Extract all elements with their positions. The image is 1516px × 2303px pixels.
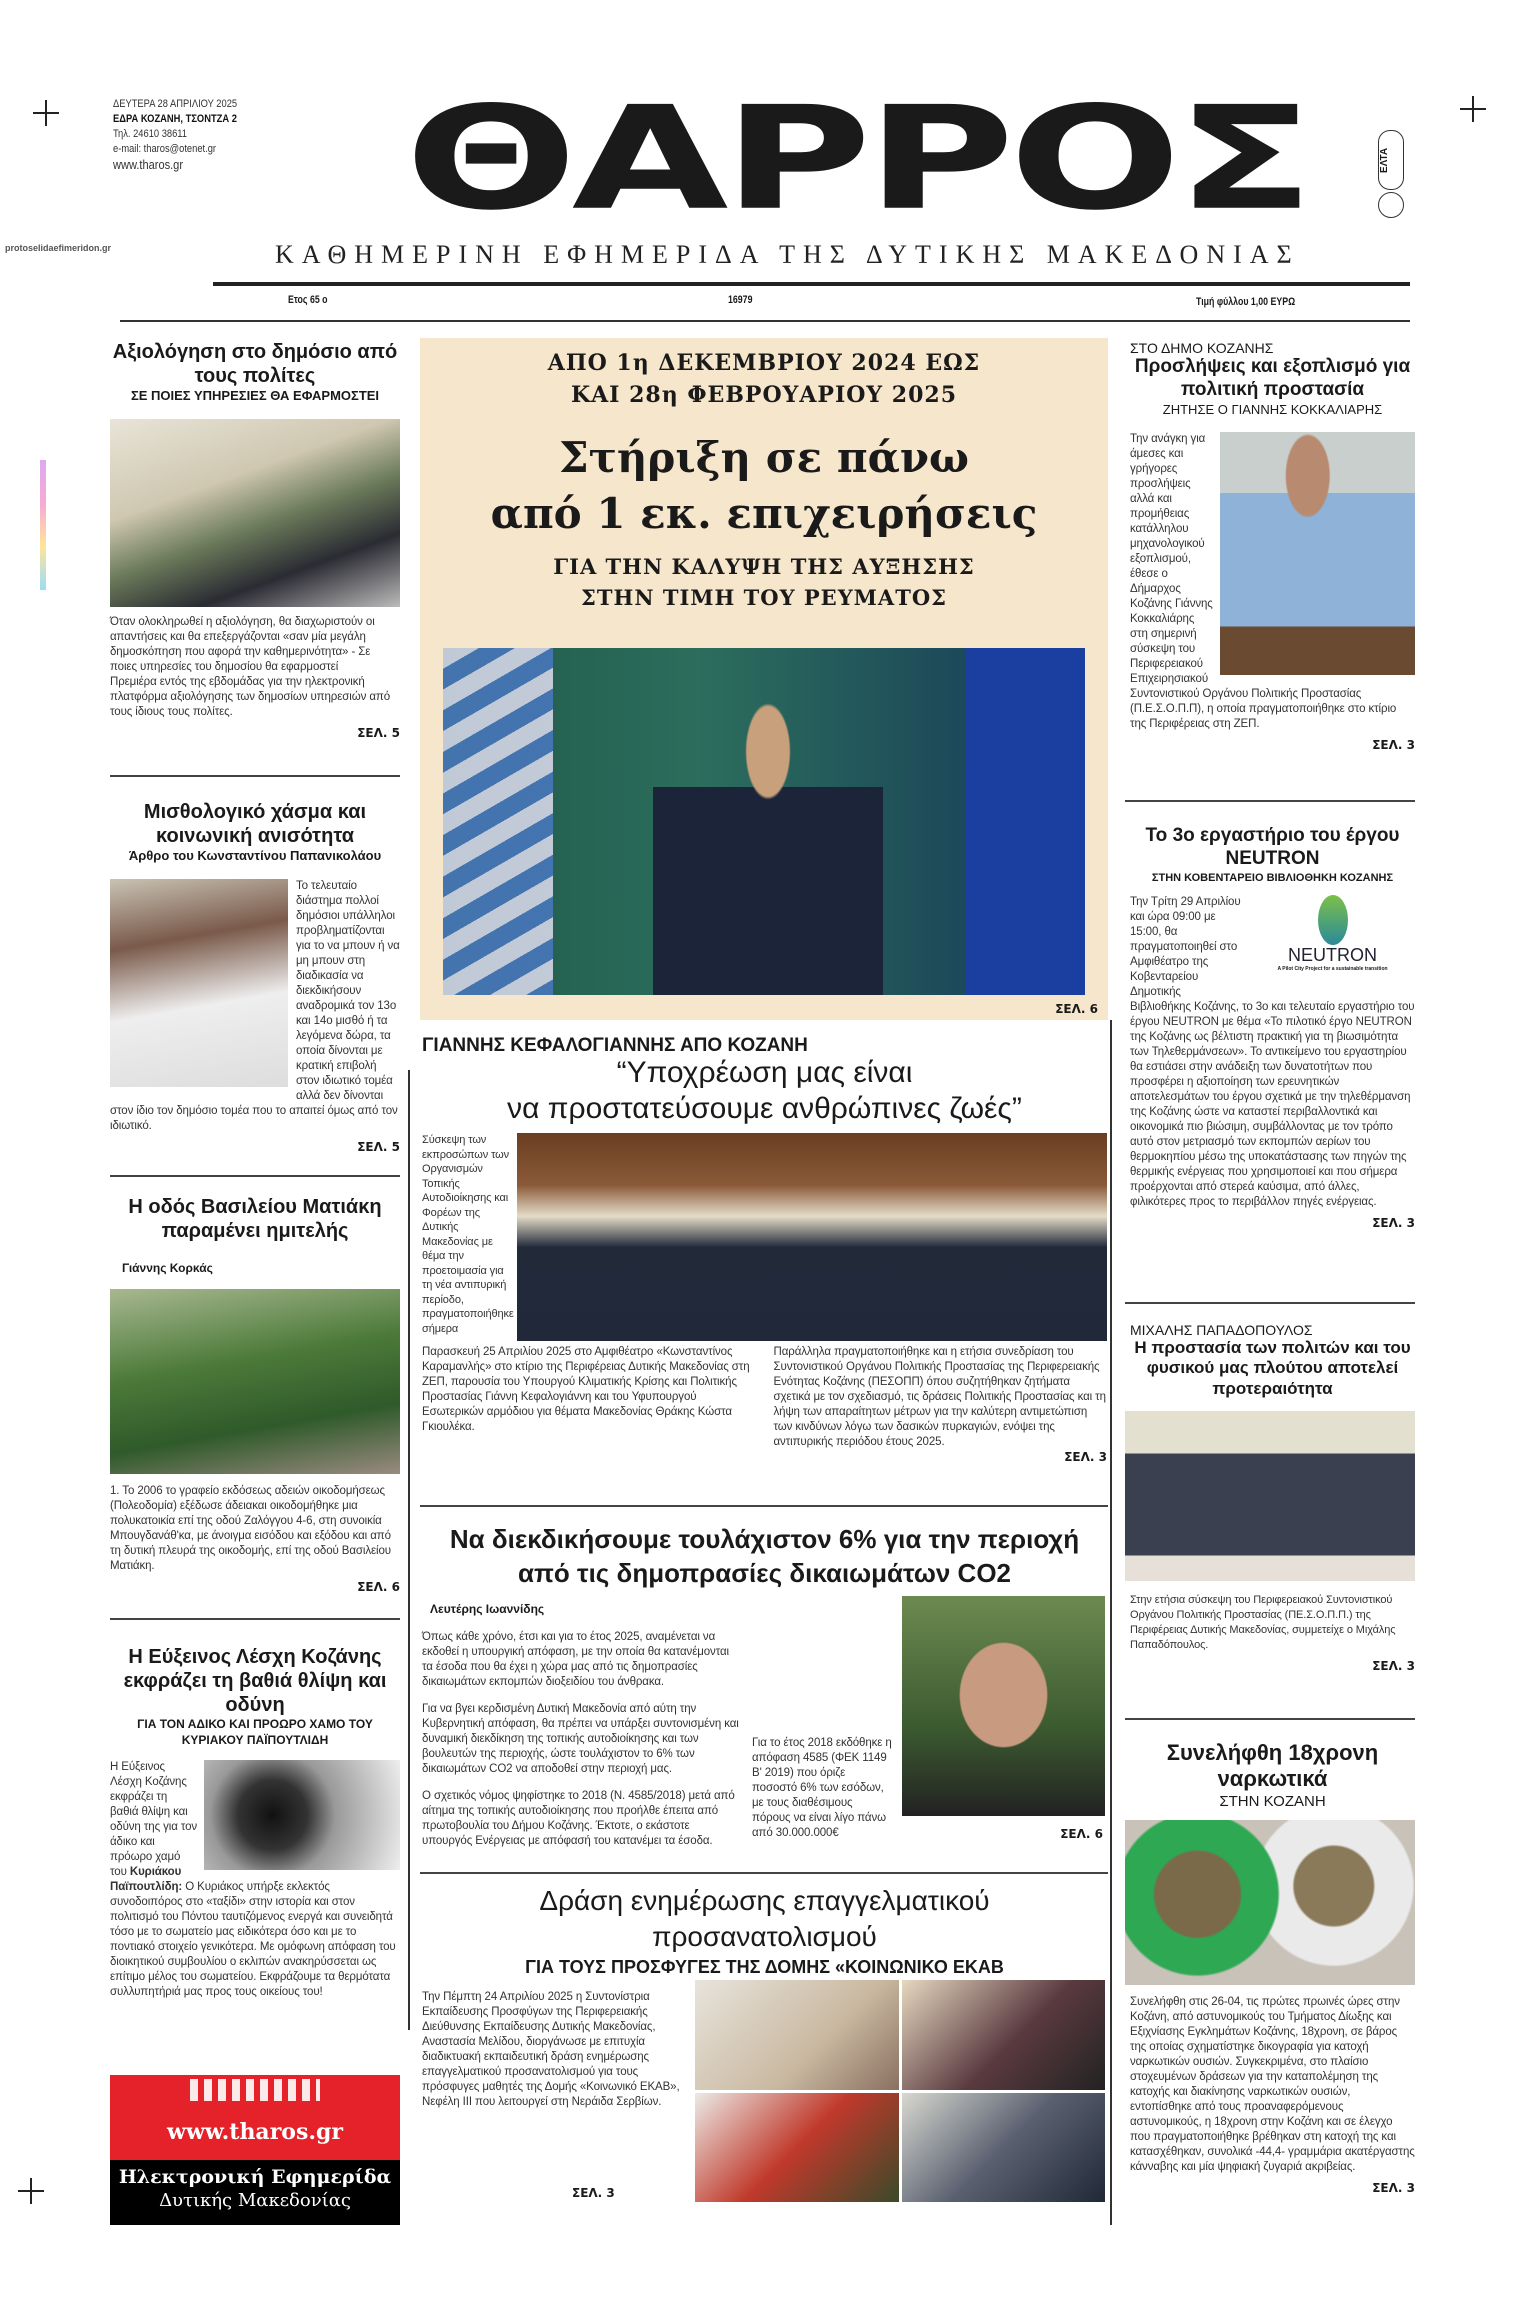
column-divider <box>1110 1020 1112 2225</box>
color-bar <box>40 460 46 590</box>
price: Τιμή φύλλου 1,00 ΕΥΡΩ <box>1196 296 1296 308</box>
lead-story[interactable] <box>420 338 1108 1020</box>
crop-mark <box>33 100 59 126</box>
lead-dates: ΚΑΙ 28η ΦΕΒΡΟΥΑΡΙΟΥ 2025 <box>570 382 957 408</box>
divider <box>1125 1718 1415 1720</box>
neutron-logo-tagline: A Pilot City Project for a sustainable transition <box>1277 965 1388 972</box>
article-body: Η Εύξεινος Λέσχη Κοζάνης εκφράζει τη βαθιά θλίψη και οδύνη της για τον άδικο και πρόωρο χαμό του <box>110 1761 198 1879</box>
page-ref: ΣΕΛ. 6 <box>1055 1002 1098 1016</box>
article-kefalogiannis[interactable] <box>422 1035 1107 1464</box>
ad-black-banner <box>110 2160 400 2225</box>
video-tile <box>695 2093 899 2203</box>
photo-meeting-group <box>517 1133 1107 1341</box>
headline[interactable]: Η Εύξεινος Λέσχη Κοζάνης εκφράζει τη βαθιά θλίψη και οδύνη <box>123 1646 387 1716</box>
kicker: ΓΙΑΝΝΗΣ ΚΕΦΑΛΟΓΙΑΝΝΗΣ ΑΠΟ ΚΟΖΑΝΗ <box>422 1035 808 1056</box>
photo-papadopoulos-group <box>1125 1411 1415 1581</box>
article-arrest[interactable] <box>1130 1740 1415 2195</box>
article-body: Όπως κάθε χρόνο, έτσι και για το έτος 2025, αναμένεται να εκδοθεί η υπουργική απόφαση, με την οποία θα κατανέμονται τα έσοδα που θα έχει η χώρα μας από τις δημοπρασίες δικαιωμάτων εκπομπών διοξειδίου του άνθρακα. <box>422 1631 729 1688</box>
headline[interactable]: Συνελήφθη 18χρονη ναρκωτικά <box>1166 1740 1379 1792</box>
tharos-website-ad[interactable] <box>110 2075 400 2225</box>
article-body: Όταν ολοκληρωθεί η αξιολόγηση, θα διαχωριστούν οι απαντήσεις και θα επεξεργάζονται «σαν μία μεγάλη δημοσκόπηση που αφορά την καθημερινότητα» - Σε ποιες υπηρεσίες του δημοσίου θα εφαρμοστεί <box>110 615 375 673</box>
photo-street <box>110 1289 400 1474</box>
subheadline: ΖΗΤΗΣΕ Ο ΓΙΑΝΝΗΣ ΚΟΚΚΑΛΙΑΡΗΣ <box>1162 401 1383 417</box>
byline: Άρθρο του Κωνσταντίνου Παπανικολάου <box>128 848 382 863</box>
headline[interactable]: να προστατεύσουμε ανθρώπινες ζωές” <box>507 1092 1022 1125</box>
tagline: ΚΑΘΗΜΕΡΙΝΗ ΕΦΗΜΕΡΙΔΑ ΤΗΣ ΔΥΤΙΚΗΣ ΜΑΚΕΔΟΝΙΑΣ <box>275 240 1300 269</box>
pixel-logo-icon <box>190 2079 320 2101</box>
headline[interactable]: Δράση ενημέρωσης επαγγελματικού <box>539 1885 990 1916</box>
byline: Γιάννης Κορκάς <box>122 1261 213 1275</box>
photo-office <box>110 419 400 607</box>
article-body: 1. Το 2006 το γραφείο εκδόσεως αδειών οικοδομήσεως (Πολεοδομία) εξέδωσε άδειακαι οικοδομήθηκε μια πολυκατοικία επί της οδού Ζαλόγγου 4-6, στη συνοικία Μπουγδανάθ'κα, με άνοιγμα εισόδου και εξόδου και από τη δυτική πλευρά της οικοδομής, επί της οδού Βασιλείου Ματιάκη. <box>110 1485 391 1572</box>
lead-headline[interactable]: Στήριξη σε πάνω <box>558 433 970 482</box>
phone: Τηλ. 24610 38611 <box>113 128 188 140</box>
ad-red-banner <box>110 2075 400 2160</box>
subheadline: ΣΕ ΠΟΙΕΣ ΥΠΗΡΕΣΙΕΣ ΘΑ ΕΦΑΡΜΟΣΤΕΙ <box>130 388 380 403</box>
photo-narcotics <box>1125 1820 1415 1985</box>
headline[interactable]: Μισθολογικό χάσμα και κοινωνική ανισότητα <box>143 801 367 847</box>
article-body: Το τελευταίο διάστημα πολλοί δημόσιοι υπάλληλοι προβληματίζονται για το να μπουν ή να μη μπουν στη διαδικασία να διεκδικήσουν αναδρομικά τον 13ο και 14ο μισθό ή τα λεγόμενα δώρα, τα οποία δίνονται με κρατική επιβολή στον ιδιωτικό τομέα αλλά δεν δίνονται στον ίδιο τον δημόσιο τομέα που το απαιτεί όμως από τον ιδιωτικό. <box>110 879 400 1132</box>
video-tile <box>695 1980 899 2090</box>
year: Ετος 65 ο <box>288 294 328 306</box>
kicker: ΜΙΧΑΛΗΣ ΠΑΠΑΔΟΠΟΥΛΟΣ <box>1130 1322 1313 1338</box>
ad-line1: Ηλεκτρονική Εφημερίδα <box>118 2166 392 2188</box>
photo-black-rose <box>204 1760 400 1870</box>
subheadline: ΣΤΗΝ ΚΟΖΑΝΗ <box>1219 1792 1326 1810</box>
byline: Λευτέρης Ιωαννίδης <box>430 1602 545 1616</box>
video-tile <box>902 1980 1106 2090</box>
photo-kokkaliaris <box>1220 432 1415 675</box>
page-ref: ΣΕΛ. 5 <box>357 725 400 740</box>
subheadline: ΣΤΗΝ ΚΟΒΕΝΤΑΡΕΙΟ ΒΙΒΛΙΟΘΗΚΗ ΚΟΖΑΝΗΣ <box>1151 871 1394 884</box>
video-call-grid <box>695 1980 1105 2202</box>
article-papadopoulos[interactable] <box>1130 1322 1415 1673</box>
article-body: Παρασκευή 25 Απριλίου 2025 στο Αμφιθέατρο «Κωνσταντίνος Καραμανλής» στο κτίριο της Περιφέρειας Δυτικής Μακεδονίας στη ΖΕΠ, παρουσία του Υπουργού Κλιματικής Κρίσης και Πολιτικής Προστασίας Γιάννη Κεφαλογιάννη και του Υφυπουργού Εσωτερικών αρμόδιου για θέματα Μακεδονίας Θράκης Κώστα Γκιουλέκα. <box>422 1346 750 1433</box>
crop-mark <box>1460 96 1486 122</box>
article-body: Για το έτος 2018 εκδόθηκε η απόφαση 4585 (ΦΕΚ 1149 Β' 2019) που όριζε ποσοστό 6% των εσόδων, με τους διαθέσιμους πόρους να είναι λίγο πάνω από 30.000.000€ <box>752 1737 892 1839</box>
article-body: Πρεμιέρα εντός της εβδομάδας για την ηλεκτρονική πλατφόρμα αξιολόγησης των δημοσίων υπηρεσιών από τους ίδιους τους πολίτες. <box>110 675 391 718</box>
article-body: Την Τρίτη 29 Απριλίου και ώρα 09:00 με 15:00, θα πραγματοποιηθεί στο Αμφιθέατρο της Κοβενταρείου Δημοτικής Βιβλιοθήκης Κοζάνης, το 3ο και τελευταίο εργαστήριο του έργου NEUTRON με θέμα «Το πιλοτικό έργο NEUTRON της Κοζάνης ως βέλτιστη πρακτική για τη βιωσιμότητα των Τηλεθερμάνσεων». Το αντικείμενο του εργαστηρίου θα εστιάσει στην ανάδειξη των δυνατοτήτων που προσφέρει η αξιοποίηση των ερευνητικών αποτελεσμάτων του έργου σχετικά με την τηλεθέρμανση της Κοζάνης ώστε να καταστεί περιβαλλοντικά και οικονομικά πιο βιώσιμη, συμβάλλοντας με τον τρόπο αυτό στον μετριασμό των εκπομπών αερίων του θερμοκηπίου μέσω της υποκατάστασης των πηγών της θερμικής ενέργειας που χρησιμοποιεί και που σήμερα προέρχονται από στερεά καύσιμα, από άλλες, φιλικότερες προς το περιβάλλον πηγές ενέργειας. <box>1130 895 1415 1208</box>
article-body: Σύσκεψη των εκπροσώπων των Οργανισμών Τοπικής Αυτοδιοίκησης και Φορέων της Δυτικής Μακεδονίας με θέμα την προετοιμασία για τη νέα αντιπυρική περίοδο, πραγματοποιήθηκε σήμερα <box>422 1134 514 1335</box>
article-wage-gap[interactable] <box>110 800 400 1154</box>
lead-subheadline: ΓΙΑ ΤΗΝ ΚΑΛΥΨΗ ΤΗΣ ΑΥΞΗΣΗΣ <box>553 554 975 579</box>
headline[interactable]: Το 3ο εργαστήριο του έργου NEUTRON <box>1145 825 1400 869</box>
article-street[interactable] <box>110 1195 400 1594</box>
page-ref: ΣΕΛ. 5 <box>357 1139 400 1154</box>
address: ΕΔΡΑ ΚΟΖΑΝΗ, ΤΣΟΝΤΖΑ 2 <box>113 113 237 125</box>
neutron-logo-icon <box>1318 895 1348 945</box>
article-body: Ο Κυριάκος υπήρξε εκλεκτός συνοδοιπόρος στο «ταξίδι» στην ιστορία και στον πολιτισμό του Πόντου ταυτιζόμενος ενεργά και συνειδητά τόσο με το σωματείο μας ειδικότερα όσο και με το ποντιακό στοιχείο γενικότερα. Με ομόφωνη απόφαση του διοικητικού συμβουλίου ο εκλιπών ανακηρύσσεται ως επίτιμο μέλος του σωματείου. Εκφράζουμε τα θερμότατα συλλυπητήριά μας προς τους οικείους του! <box>110 1881 396 1999</box>
headline[interactable]: Να διεκδικήσουμε τουλάχιστον 6% για την περιοχή <box>449 1524 1080 1554</box>
page-ref: ΣΕΛ. 3 <box>1372 1215 1415 1230</box>
elta-logo: ΕΛΤΑ <box>1378 130 1404 190</box>
page-ref: ΣΕΛ. 3 <box>572 2186 615 2200</box>
page-ref: ΣΕΛ. 6 <box>1060 1827 1103 1841</box>
email: e-mail: tharos@otenet.gr <box>113 143 217 155</box>
kicker: ΣΤΟ ΔΗΜΟ ΚΟΖΑΝΗΣ <box>1130 340 1274 356</box>
divider <box>1125 800 1415 802</box>
website-link[interactable]: www.tharos.gr <box>113 157 184 172</box>
page-ref: ΣΕΛ. 3 <box>1372 1659 1415 1674</box>
article-body: Την Πέμπτη 24 Απριλίου 2025 η Συντονίστρια Εκπαίδευσης Προσφύγων της Περιφερειακής Διεύθυνσης Εκπαίδευσης Δυτικής Μακεδονίας, Αναστασία Μελίδου, διοργάνωσε με επιτυχία διαδικτυακή εκπαιδευτική δράση ενημέρωσης επαγγελματικού προσανατολισμού για τους πρόσφυγες μαθητές της Δομής «Κοινωνικό ΕΚΑΒ», Νεφέλη ΙΙΙ που λειτουργεί στη Νεράιδα Σερβίων. <box>422 1991 680 2108</box>
article-evaluation[interactable] <box>110 340 400 740</box>
headline[interactable]: Η οδός Βασιλείου Ματιάκη παραμένει ημιτελής <box>128 1196 382 1242</box>
page-ref: ΣΕΛ. 6 <box>357 1580 400 1594</box>
column-divider <box>408 1070 410 2030</box>
headline[interactable]: Η προστασία των πολιτών και του φυσικού μας πλούτου αποτελεί προτεραιότητα <box>1134 1338 1411 1398</box>
photo-author <box>110 879 288 1087</box>
article-body: Παράλληλα πραγματοποιήθηκε και η ετήσια συνεδρίαση του Συντονιστικού Οργάνου Πολιτικής Προστασίας της Περιφερειακής Ενότητας Κοζάνης (ΠΕΣΟΠΠ) όπου συζητήθηκαν ζητήματα σχετικά με τον σχεδιασμό, τις δράσεις Πολιτικής Προστασίας και τη λήψη των απαραίτητων μέτρων για την καλύτερη αντιμετώπιση των κινδύνων λόγω των δασικών πυρκαγιών, ενόψει της αντιπυρικής περιόδου έτους 2025. <box>773 1346 1106 1448</box>
headline[interactable]: “Υποχρέωση μας είναι <box>616 1056 913 1089</box>
article-co2[interactable] <box>422 1522 1107 1866</box>
eu-flag-icon <box>965 648 1085 995</box>
subheadline: ΓΙΑ ΤΟΥΣ ΠΡΟΣΦΥΓΕΣ ΤΗΣ ΔΟΜΗΣ «ΚΟΙΝΩΝΙΚΟ ΕΚΑΒ <box>525 1957 1004 1977</box>
postal-seal-icon <box>1378 192 1404 218</box>
article-career-guidance[interactable] <box>422 1883 1107 2210</box>
source-watermark: protoselidaefimeridon.gr <box>5 243 112 253</box>
divider <box>420 1505 1108 1507</box>
article-kokkaliaris[interactable] <box>1130 340 1415 752</box>
greek-flag-icon <box>443 648 553 995</box>
lead-headline[interactable]: από 1 εκ. επιχειρήσεις <box>490 489 1038 538</box>
masthead-info <box>113 97 259 172</box>
article-body: Στην ετήσια σύσκεψη του Περιφερειακού Συντονιστικού Οργάνου Πολιτικής Προστασίας (ΠΕ.Σ.Ο.Π.Π.) της Περιφέρειας Δυτικής Μακεδονίας, συμμετείχε ο Μιχάλης Παπαδόπουλος. <box>1130 1594 1396 1652</box>
headline[interactable]: Προσλήψεις και εξοπλισμό για πολιτική προστασία <box>1134 356 1411 400</box>
headline[interactable]: Αξιολόγηση στο δημόσιο από τους πολίτες <box>112 341 398 387</box>
page-ref: ΣΕΛ. 3 <box>1372 2180 1415 2195</box>
photo-minister <box>443 648 1085 995</box>
neutron-logo <box>1250 895 1415 995</box>
photo-ioannidis <box>902 1596 1105 1816</box>
divider <box>110 1175 400 1177</box>
article-body: Την ανάγκη για άμεσες και γρήγορες προσλήψεις αλλά και προμήθειας κατάλληλου μηχανολογικού εξοπλισμού, έθεσε ο Δήμαρχος Κοζάνης Γιάννης Κοκκαλιάρης στη σημερινή σύσκεψη του Περιφερειακού Επιχειρησιακού Συντονιστικού Οργάνου Πολιτικής Προστασίας (Π.Ε.Σ.Ο.Π.Π), η οποία πραγματοποιήθηκε στο κτίριο της Περιφέρειας στη ΖΕΠ. <box>1130 433 1397 731</box>
newspaper-logo: ΘΑΡΡΟΣ <box>405 76 1309 242</box>
article-condolence[interactable] <box>110 1645 400 2000</box>
crop-mark <box>18 2178 44 2204</box>
issue-date: ΔΕΥΤΕΡΑ 28 ΑΠΡΙΛΙΟΥ 2025 <box>113 98 238 110</box>
divider <box>213 282 1410 286</box>
ad-url[interactable]: www.tharos.gr <box>167 2119 343 2145</box>
divider <box>120 320 1410 322</box>
video-tile <box>902 2093 1106 2203</box>
article-body: Ο σχετικός νόμος ψηφίστηκε το 2018 (Ν. 4585/2018) μετά από αίτημα της τοπικής αυτοδιοίκησης που προήλθε έπειτα από πρωτοβουλία του Δήμου Κοζάνης. Έκτοτε, ο εκάστοτε υπουργός Ενέργειας με απόφασή του κατανέμει τα έσοδα. <box>422 1790 735 1847</box>
page-ref: ΣΕΛ. 3 <box>1064 1450 1107 1464</box>
lead-subheadline: ΣΤΗΝ ΤΙΜΗ ΤΟΥ ΡΕΥΜΑΤΟΣ <box>581 585 947 610</box>
issue-number: 16979 <box>728 294 753 306</box>
ad-line2: Δυτικής Μακεδονίας <box>159 2190 351 2211</box>
page-ref: ΣΕΛ. 3 <box>1372 738 1415 753</box>
neutron-logo-text: NEUTRON <box>1288 944 1377 965</box>
headline[interactable]: προσανατολισμού <box>652 1921 877 1952</box>
article-body: Για να βγει κερδισμένη Δυτική Μακεδονία από αύτη την Κυβερνητική απόφαση, θα πρέπει να υπάρξει συντονισμένη και δυναμική διεκδίκηση της τοπικής αυτοδιοίκησης και των βουλευτών της περιοχής, ώστε τουλάχιστον το 6% των δικαιωμάτων CO2 να αποδοθεί στην περιοχή μας. <box>422 1703 739 1775</box>
article-body: Συνελήφθη στις 26-04, τις πρώτες πρωινές ώρες στην Κοζάνη, από αστυνομικούς του Τμήματος Δίωξης και Εξιχνίασης Εγκλημάτων Κοζάνης, 18χρονη, σε βάρος της οποίας σχηματίστηκε δικογραφία για κατοχή ναρκωτικών ουσιών. Συγκεκριμένα, στο πλαίσιο στοχευμένων δράσεων για την καταπολέμηση της κατοχής και διακίνησης ναρκωτικών ουσιών, εντοπίσθηκε από τους προαναφερόμενους αστυνομικούς, η 18χρονη στην Κοζάνη και σε έλεγχο που πραγματοποιήθηκε βρέθηκαν στη κατοχή της και κατασχέθηκαν, συνολικά -44,4- γραμμάρια ακατέργαστης κάνναβης και μία ψηφιακή ζυγαριά ακριβείας. <box>1130 1995 1415 2173</box>
divider <box>110 1618 400 1620</box>
article-neutron[interactable] <box>1130 825 1415 1230</box>
divider <box>1125 1302 1415 1304</box>
divider <box>420 1872 1108 1874</box>
divider <box>110 775 400 777</box>
minister-figure <box>653 698 883 995</box>
subheadline: ΓΙΑ ΤΟΝ ΑΔΙΚΟ ΚΑΙ ΠΡΟΩΡΟ ΧΑΜΟ ΤΟΥ ΚΥΡΙΑΚΟΥ ΠΑΪΠΟΥΤΛΙΔΗ <box>137 1717 373 1747</box>
lead-dates: ΑΠΟ 1η ΔΕΚΕΜΒΡΙΟΥ 2024 ΕΩΣ <box>547 350 981 376</box>
headline[interactable]: από τις δημοπρασίες δικαιωμάτων CO2 <box>517 1558 1012 1588</box>
article-body-bold: Κυριάκου Παϊπουτλίδη: <box>110 1866 183 1894</box>
